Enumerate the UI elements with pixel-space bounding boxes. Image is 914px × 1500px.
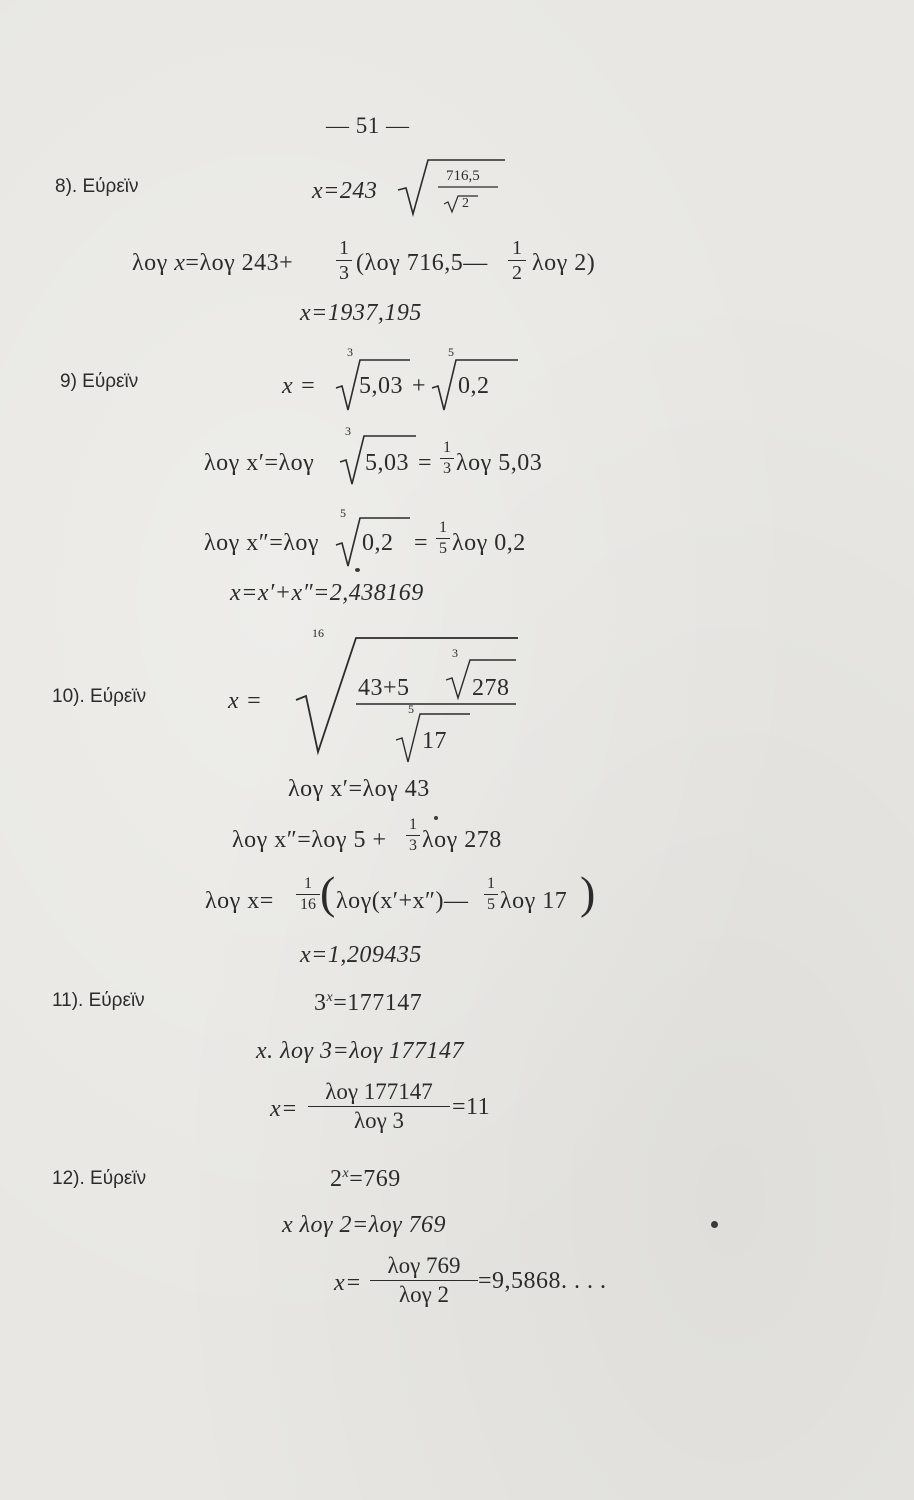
p10-l1: λογ x′=λογ 43 (288, 776, 430, 802)
p11-l2-rhs: =11 (452, 1094, 491, 1120)
p12-l2-frac: λογ 769 λογ 2 (370, 1254, 478, 1307)
p9-l2-end: λογ 0,2 (452, 530, 526, 556)
p10-l3-mid: λογ(x′+x″)— (336, 888, 469, 914)
p9-root5-index: 5 (448, 345, 454, 359)
p10-outer-index: 16 (312, 626, 324, 640)
p9-l1-frac: 1 3 (440, 440, 454, 477)
p11-l1: x. λογ 3=λογ 177147 (256, 1038, 465, 1064)
p10-l2-end: λογ 278 (422, 827, 502, 853)
ink-speck (434, 816, 438, 820)
p8-log-prefix: λογ x=λογ 243+ (132, 250, 294, 276)
p10-l3-right-paren: ) (580, 867, 596, 918)
p10-l2-frac: 1 3 (406, 817, 420, 854)
p8-third: 1 3 (336, 238, 352, 283)
p8-half: 1 2 (508, 238, 526, 283)
p9-l1-end: λογ 5,03 (456, 450, 543, 476)
p10-l3-left-paren: ( (320, 867, 336, 918)
problem-10-label: 10). Εύρεϊν (52, 686, 147, 707)
p10-result: x=1,209435 (300, 942, 422, 968)
p8-radicand-den: 2 (462, 196, 469, 211)
p9-result: x=x′+x″=2,438169 (230, 580, 424, 606)
p10-l3-frac: 1 16 (296, 876, 320, 913)
p8-result: x=1937,195 (300, 300, 422, 326)
p10-num-root-index: 3 (452, 646, 458, 660)
p9-l2-index: 5 (340, 506, 346, 520)
p9-root5-val: 0,2 (458, 373, 490, 399)
p9-l2-val: 0,2 (362, 530, 394, 556)
p9-root3-index: 3 (347, 345, 353, 359)
p10-den-root-val: 17 (422, 728, 447, 754)
p11-l2-lhs: x= (270, 1096, 298, 1122)
p10-l3-prefix: λογ x= (205, 888, 274, 914)
p9-root3-val: 5,03 (359, 373, 403, 399)
p8-radicand-num: 716,5 (446, 168, 480, 184)
p8-log-mid: (λογ 716,5— (356, 250, 488, 276)
p12-l2-lhs: x= (334, 1270, 362, 1296)
ink-speck (355, 568, 360, 572)
problem-12-label: 12). Εύρεϊν (52, 1168, 147, 1189)
p10-den-root-index: 5 (408, 702, 414, 716)
p10-l3-frac2: 1 5 (484, 876, 498, 913)
p11-l2-frac: λογ 177147 λογ 3 (308, 1080, 450, 1133)
problem-9-label: 9) Εύρεϊν (60, 371, 139, 392)
p10-num-text: 43+5 (358, 675, 410, 701)
p10-num-root-val: 278 (472, 675, 510, 701)
p10-l2-prefix: λογ x″=λογ 5 + (232, 827, 387, 853)
p9-l2-prefix: λογ x″=λογ (204, 530, 320, 556)
p10-l3-end: λογ 17 (500, 888, 568, 914)
p9-l1-eq: = (418, 450, 433, 476)
p12-l1: x λογ 2=λογ 769 (282, 1212, 447, 1238)
p12-l2-rhs: =9,5868. . . . (478, 1268, 607, 1294)
p11-equation: $3^x=177147$ (314, 990, 423, 1016)
problem-8-label: 8). Εύρεϊν (55, 176, 139, 197)
ink-speck (711, 1221, 718, 1228)
p8-equation: x=243 (312, 178, 378, 204)
page-number: — 51 — (326, 113, 410, 138)
p10-lhs: x = (228, 688, 263, 714)
p9-l1-val: 5,03 (365, 450, 409, 476)
p9-l1-index: 3 (345, 424, 351, 438)
p9-lhs: x = (282, 373, 317, 399)
p9-l1-prefix: λογ x′=λογ (204, 450, 315, 476)
p9-plus: + (412, 373, 427, 399)
p8-log-end: λογ 2) (532, 250, 596, 276)
p12-equation: $2^x=769$ (330, 1166, 401, 1192)
p9-l2-frac: 1 5 (436, 520, 450, 557)
problem-11-label: 11). Εύρεϊν (52, 990, 145, 1011)
p9-l2-eq: = (414, 530, 429, 556)
